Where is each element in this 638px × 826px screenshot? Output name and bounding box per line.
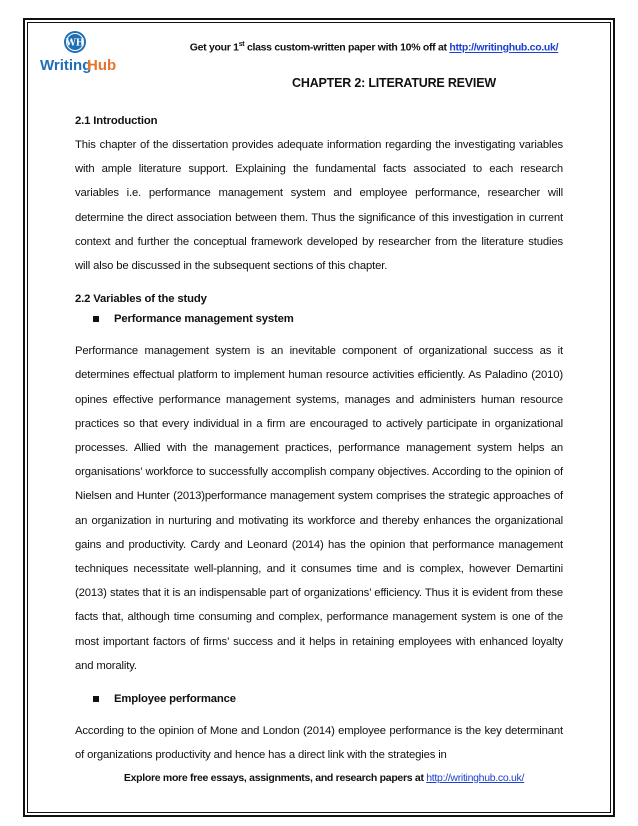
bullet-square-icon	[93, 696, 99, 702]
header-link[interactable]: http://writinghub.co.uk/	[449, 41, 559, 54]
chapter-title: CHAPTER 2: LITERATURE REVIEW	[292, 76, 496, 90]
section-heading-introduction: 2.1 Introduction	[75, 115, 158, 127]
footer	[0, 772, 638, 784]
logo-text-writing: Writing	[40, 57, 92, 74]
logo-mark: WH	[65, 38, 85, 49]
bullet-label: Performance management system	[114, 313, 294, 326]
logo-text-hub: Hub	[87, 57, 117, 74]
header-promo	[0, 38, 638, 54]
bullet-performance-management	[93, 312, 563, 326]
introduction-paragraph: This chapter of the dissertation provides adequate information regarding the investigating variables with ample literature support. Explaining the fundamental facts associated to each research variables i.e. performance management system and employee performance, researcher will determine the direct association between them. Thus the significance of this investigation in current context and further the conceptual framework developed by researcher from the literature studies will also be discussed in the subsequent sections of this chapter.	[75, 139, 563, 273]
footer-text: Explore more free essays, assignments, and research papers at	[123, 772, 427, 784]
bullet-employee-performance	[93, 692, 563, 706]
header-text: Get your 1	[189, 41, 239, 54]
section-heading-variables: 2.2 Variables of the study	[75, 293, 207, 306]
performance-management-paragraph: Performance management system is an inevitable component of organizational success as it determines effectual platform to implement human resource activities efficiently. As Paladino (2010) opines effective performance management systems, manages and administers human resource practices so that every individual in a firm are encouraged to actively participate in organizational processes. Allied with the management practices, performance management system helps an organisations’ workforce to successfully accomplish company objectives. According to the opinion of Nielsen and Hunter (2013)performance management system comprises the strategic approaches of an organization in nurturing and motivating its workforce and thereby enhances the organizational gains and productivity. Cardy and Leonard (2014) has the opinion that performance management techniques necessitate well-planning, and it consumes time and is complex, however Demartini (2013) states that it is an indispensable part of organizations’ efficiency. Thus it is evident from these facts that, although time consuming and complex, performance management system is one of the most important factors of firms’ success and it helps in retaining employees with enhanced loyalty and morality.	[75, 345, 563, 672]
header-sup: st	[238, 41, 245, 48]
bullet-label: Employee performance	[114, 693, 236, 706]
footer-link[interactable]: http://writinghub.co.uk/	[426, 772, 525, 784]
employee-performance-paragraph: According to the opinion of Mone and London (2014) employee performance is the key determinant of organizations productivity and hence has a direct link with the strategies in	[75, 725, 563, 762]
bullet-square-icon	[93, 316, 99, 322]
header-text-2: class custom-written paper with 10% off at	[244, 41, 450, 54]
document-body	[75, 114, 563, 767]
